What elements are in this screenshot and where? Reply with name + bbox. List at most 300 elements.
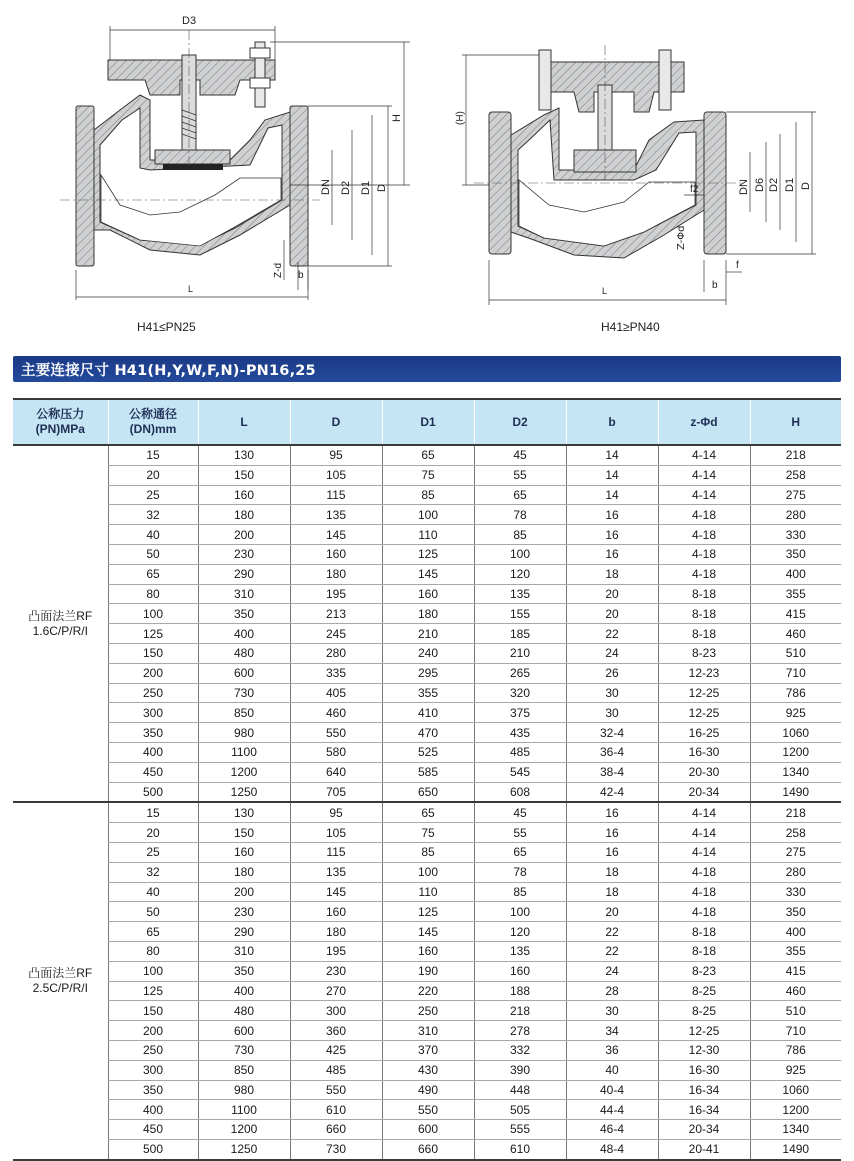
table-cell: 15 bbox=[108, 802, 198, 822]
table-cell: 120 bbox=[474, 922, 566, 942]
table-row bbox=[13, 802, 841, 822]
table-cell: 75 bbox=[382, 823, 474, 843]
table-cell: 1490 bbox=[750, 782, 841, 802]
technical-drawings bbox=[0, 0, 854, 345]
table-cell: 42-4 bbox=[566, 782, 658, 802]
table-cell: 1200 bbox=[750, 742, 841, 762]
table-cell: 16 bbox=[566, 823, 658, 843]
table-cell: 48-4 bbox=[566, 1139, 658, 1159]
table-cell: 550 bbox=[290, 723, 382, 743]
table-cell: 330 bbox=[750, 882, 841, 902]
table-cell: 608 bbox=[474, 782, 566, 802]
label-d1: D1 bbox=[360, 180, 372, 195]
table-cell: 16-30 bbox=[658, 742, 750, 762]
table-cell: 470 bbox=[382, 723, 474, 743]
table-cell: 78 bbox=[474, 862, 566, 882]
table-cell: 18 bbox=[566, 882, 658, 902]
table-cell: 250 bbox=[382, 1001, 474, 1021]
table-cell: 16 bbox=[566, 505, 658, 525]
table-cell: 26 bbox=[566, 663, 658, 683]
table-row bbox=[13, 1060, 841, 1080]
table-row bbox=[13, 842, 841, 862]
table-cell: 155 bbox=[474, 604, 566, 624]
label-h-paren: (H) bbox=[455, 111, 466, 125]
table-cell: 330 bbox=[750, 525, 841, 545]
table-cell: 80 bbox=[108, 584, 198, 604]
header-b: b bbox=[566, 399, 658, 445]
table-row bbox=[13, 604, 841, 624]
table-cell: 22 bbox=[566, 624, 658, 644]
table-cell: 85 bbox=[382, 485, 474, 505]
table-cell: 1200 bbox=[198, 1120, 290, 1140]
table-row bbox=[13, 1080, 841, 1100]
table-cell: 85 bbox=[474, 525, 566, 545]
table-cell: 405 bbox=[290, 683, 382, 703]
table-cell: 16-25 bbox=[658, 723, 750, 743]
table-cell: 1200 bbox=[750, 1100, 841, 1120]
label-l: L bbox=[188, 284, 194, 294]
table-cell: 300 bbox=[290, 1001, 382, 1021]
table-cell: 30 bbox=[566, 703, 658, 723]
table-cell: 270 bbox=[290, 981, 382, 1001]
table-cell: 1200 bbox=[198, 762, 290, 782]
table-cell: 210 bbox=[474, 643, 566, 663]
table-cell: 390 bbox=[474, 1060, 566, 1080]
header-l: L bbox=[198, 399, 290, 445]
table-cell: 510 bbox=[750, 643, 841, 663]
table-row bbox=[13, 823, 841, 843]
label-b: b bbox=[298, 270, 304, 281]
table-cell: 8-23 bbox=[658, 643, 750, 663]
table-cell: 490 bbox=[382, 1080, 474, 1100]
table-cell: 705 bbox=[290, 782, 382, 802]
label-f: f bbox=[736, 260, 739, 271]
table-cell: 4-18 bbox=[658, 544, 750, 564]
table-row bbox=[13, 505, 841, 525]
table-cell: 190 bbox=[382, 961, 474, 981]
table-cell: 275 bbox=[750, 842, 841, 862]
table-cell: 500 bbox=[108, 782, 198, 802]
table-cell: 85 bbox=[382, 842, 474, 862]
header-d: D bbox=[290, 399, 382, 445]
table-cell: 65 bbox=[474, 485, 566, 505]
table-cell: 400 bbox=[750, 922, 841, 942]
label-d-right: D bbox=[800, 182, 812, 190]
table-cell: 195 bbox=[290, 584, 382, 604]
table-cell: 8-18 bbox=[658, 941, 750, 961]
table-cell: 355 bbox=[750, 584, 841, 604]
table-cell: 32 bbox=[108, 862, 198, 882]
table-cell: 265 bbox=[474, 663, 566, 683]
table-cell: 20-34 bbox=[658, 1120, 750, 1140]
table-cell: 730 bbox=[198, 683, 290, 703]
table-cell: 710 bbox=[750, 663, 841, 683]
table-cell: 4-18 bbox=[658, 525, 750, 545]
dimension-table bbox=[13, 398, 841, 1161]
table-cell: 460 bbox=[750, 624, 841, 644]
table-cell: 600 bbox=[198, 1021, 290, 1041]
table-header-row bbox=[13, 399, 841, 445]
table-cell: 480 bbox=[198, 643, 290, 663]
table-cell: 4-14 bbox=[658, 823, 750, 843]
pressure-group-label: 凸面法兰RF 1.6C/P/R/I bbox=[13, 445, 108, 802]
label-d6: D6 bbox=[754, 177, 766, 192]
table-cell: 230 bbox=[198, 902, 290, 922]
table-cell: 430 bbox=[382, 1060, 474, 1080]
table-cell: 550 bbox=[290, 1080, 382, 1100]
table-cell: 580 bbox=[290, 742, 382, 762]
table-cell: 1060 bbox=[750, 723, 841, 743]
table-cell: 65 bbox=[382, 802, 474, 822]
table-cell: 280 bbox=[290, 643, 382, 663]
table-cell: 350 bbox=[108, 1080, 198, 1100]
table-cell: 400 bbox=[750, 564, 841, 584]
table-cell: 8-23 bbox=[658, 961, 750, 981]
table-cell: 150 bbox=[108, 1001, 198, 1021]
table-cell: 16 bbox=[566, 544, 658, 564]
table-cell: 45 bbox=[474, 802, 566, 822]
label-h: H bbox=[391, 114, 403, 122]
table-row bbox=[13, 762, 841, 782]
table-cell: 40-4 bbox=[566, 1080, 658, 1100]
table-cell: 435 bbox=[474, 723, 566, 743]
table-cell: 218 bbox=[750, 445, 841, 465]
table-cell: 180 bbox=[198, 505, 290, 525]
table-cell: 8-18 bbox=[658, 922, 750, 942]
table-cell: 450 bbox=[108, 1120, 198, 1140]
table-body bbox=[13, 445, 841, 1160]
table-row bbox=[13, 1040, 841, 1060]
table-cell: 245 bbox=[290, 624, 382, 644]
table-row bbox=[13, 544, 841, 564]
table-cell: 460 bbox=[750, 981, 841, 1001]
table-cell: 4-14 bbox=[658, 842, 750, 862]
table-cell: 350 bbox=[198, 961, 290, 981]
table-cell: 135 bbox=[474, 941, 566, 961]
table-cell: 425 bbox=[290, 1040, 382, 1060]
table-cell: 135 bbox=[290, 862, 382, 882]
table-cell: 115 bbox=[290, 485, 382, 505]
table-row bbox=[13, 742, 841, 762]
table-row bbox=[13, 981, 841, 1001]
table-cell: 925 bbox=[750, 703, 841, 723]
pressure-group-label: 凸面法兰RF 2.5C/P/R/I bbox=[13, 802, 108, 1159]
table-cell: 25 bbox=[108, 485, 198, 505]
table-cell: 32 bbox=[108, 505, 198, 525]
table-cell: 45 bbox=[474, 445, 566, 465]
table-cell: 850 bbox=[198, 703, 290, 723]
table-cell: 22 bbox=[566, 941, 658, 961]
table-cell: 300 bbox=[108, 703, 198, 723]
table-cell: 786 bbox=[750, 683, 841, 703]
table-cell: 1060 bbox=[750, 1080, 841, 1100]
table-cell: 125 bbox=[382, 902, 474, 922]
table-cell: 115 bbox=[290, 842, 382, 862]
table-cell: 125 bbox=[108, 624, 198, 644]
table-cell: 160 bbox=[382, 941, 474, 961]
table-cell: 160 bbox=[290, 902, 382, 922]
valve-drawing-pn25 bbox=[0, 0, 430, 315]
table-cell: 8-18 bbox=[658, 604, 750, 624]
table-row bbox=[13, 922, 841, 942]
table-cell: 280 bbox=[750, 505, 841, 525]
table-cell: 150 bbox=[108, 643, 198, 663]
label-zfd: Z-Φd bbox=[676, 225, 687, 250]
table-cell: 400 bbox=[108, 1100, 198, 1120]
table-cell: 38-4 bbox=[566, 762, 658, 782]
table-cell: 415 bbox=[750, 604, 841, 624]
label-d2-right: D2 bbox=[768, 177, 780, 192]
table-cell: 160 bbox=[382, 584, 474, 604]
table-cell: 135 bbox=[474, 584, 566, 604]
table-row bbox=[13, 564, 841, 584]
table-cell: 14 bbox=[566, 445, 658, 465]
section-title-bar bbox=[13, 356, 841, 382]
header-d2: D2 bbox=[474, 399, 566, 445]
table-cell: 160 bbox=[198, 485, 290, 505]
table-cell: 160 bbox=[474, 961, 566, 981]
table-cell: 65 bbox=[108, 564, 198, 584]
table-cell: 448 bbox=[474, 1080, 566, 1100]
table-cell: 20-30 bbox=[658, 762, 750, 782]
table-cell: 65 bbox=[382, 445, 474, 465]
caption-pn40: H41≥PN40 bbox=[601, 320, 660, 334]
table-cell: 1100 bbox=[198, 742, 290, 762]
table-cell: 730 bbox=[198, 1040, 290, 1060]
table-cell: 85 bbox=[474, 882, 566, 902]
table-cell: 310 bbox=[198, 584, 290, 604]
table-row bbox=[13, 961, 841, 981]
table-cell: 350 bbox=[750, 902, 841, 922]
table-cell: 55 bbox=[474, 823, 566, 843]
table-row bbox=[13, 485, 841, 505]
table-row bbox=[13, 1120, 841, 1140]
table-cell: 400 bbox=[108, 742, 198, 762]
table-cell: 610 bbox=[290, 1100, 382, 1120]
table-cell: 370 bbox=[382, 1040, 474, 1060]
table-cell: 12-30 bbox=[658, 1040, 750, 1060]
table-cell: 20 bbox=[566, 584, 658, 604]
table-cell: 650 bbox=[382, 782, 474, 802]
table-cell: 14 bbox=[566, 485, 658, 505]
table-cell: 310 bbox=[198, 941, 290, 961]
table-cell: 350 bbox=[198, 604, 290, 624]
table-cell: 640 bbox=[290, 762, 382, 782]
table-cell: 95 bbox=[290, 445, 382, 465]
label-b-right: b bbox=[712, 280, 718, 291]
table-cell: 50 bbox=[108, 902, 198, 922]
table-cell: 130 bbox=[198, 445, 290, 465]
table-cell: 450 bbox=[108, 762, 198, 782]
table-cell: 355 bbox=[750, 941, 841, 961]
table-cell: 510 bbox=[750, 1001, 841, 1021]
table-cell: 25 bbox=[108, 842, 198, 862]
table-row bbox=[13, 683, 841, 703]
table-cell: 4-18 bbox=[658, 505, 750, 525]
table-cell: 258 bbox=[750, 823, 841, 843]
table-row bbox=[13, 862, 841, 882]
table-cell: 12-23 bbox=[658, 663, 750, 683]
table-cell: 585 bbox=[382, 762, 474, 782]
table-cell: 95 bbox=[290, 802, 382, 822]
table-cell: 75 bbox=[382, 465, 474, 485]
table-cell: 16 bbox=[566, 525, 658, 545]
table-cell: 40 bbox=[108, 882, 198, 902]
table-cell: 1250 bbox=[198, 1139, 290, 1159]
table-row bbox=[13, 1139, 841, 1159]
table-cell: 188 bbox=[474, 981, 566, 1001]
table-cell: 12-25 bbox=[658, 1021, 750, 1041]
table-cell: 65 bbox=[108, 922, 198, 942]
table-row bbox=[13, 703, 841, 723]
table-cell: 50 bbox=[108, 544, 198, 564]
table-cell: 213 bbox=[290, 604, 382, 624]
table-cell: 4-14 bbox=[658, 485, 750, 505]
table-cell: 105 bbox=[290, 823, 382, 843]
table-cell: 135 bbox=[290, 505, 382, 525]
table-cell: 100 bbox=[382, 505, 474, 525]
table-cell: 1340 bbox=[750, 1120, 841, 1140]
table-cell: 230 bbox=[198, 544, 290, 564]
table-cell: 18 bbox=[566, 564, 658, 584]
table-cell: 545 bbox=[474, 762, 566, 782]
table-cell: 480 bbox=[198, 1001, 290, 1021]
table-cell: 525 bbox=[382, 742, 474, 762]
table-cell: 110 bbox=[382, 525, 474, 545]
table-cell: 925 bbox=[750, 1060, 841, 1080]
table-cell: 55 bbox=[474, 465, 566, 485]
table-cell: 300 bbox=[108, 1060, 198, 1080]
table-cell: 980 bbox=[198, 723, 290, 743]
table-cell: 200 bbox=[108, 1021, 198, 1041]
table-cell: 1250 bbox=[198, 782, 290, 802]
header-h: H bbox=[750, 399, 841, 445]
table-cell: 320 bbox=[474, 683, 566, 703]
table-cell: 40 bbox=[566, 1060, 658, 1080]
table-cell: 100 bbox=[382, 862, 474, 882]
table-cell: 1340 bbox=[750, 762, 841, 782]
table-row bbox=[13, 941, 841, 961]
table-cell: 100 bbox=[474, 544, 566, 564]
table-cell: 100 bbox=[474, 902, 566, 922]
table-cell: 485 bbox=[290, 1060, 382, 1080]
header-z-d: z-Φd bbox=[658, 399, 750, 445]
table-cell: 125 bbox=[382, 544, 474, 564]
table-row bbox=[13, 782, 841, 802]
table-cell: 4-18 bbox=[658, 902, 750, 922]
table-row bbox=[13, 643, 841, 663]
table-cell: 180 bbox=[290, 922, 382, 942]
table-cell: 8-18 bbox=[658, 584, 750, 604]
label-d2: D2 bbox=[340, 180, 352, 195]
table-row bbox=[13, 723, 841, 743]
table-row bbox=[13, 663, 841, 683]
label-l-right: L bbox=[602, 286, 608, 296]
table-cell: 400 bbox=[198, 624, 290, 644]
table-cell: 218 bbox=[474, 1001, 566, 1021]
table-cell: 16-34 bbox=[658, 1100, 750, 1120]
table-cell: 20 bbox=[566, 604, 658, 624]
table-cell: 850 bbox=[198, 1060, 290, 1080]
table-cell: 105 bbox=[290, 465, 382, 485]
table-cell: 20 bbox=[108, 823, 198, 843]
table-cell: 16-34 bbox=[658, 1080, 750, 1100]
table-cell: 44-4 bbox=[566, 1100, 658, 1120]
table-cell: 4-18 bbox=[658, 882, 750, 902]
label-zd: Z-d bbox=[273, 263, 284, 278]
table-cell: 14 bbox=[566, 465, 658, 485]
table-cell: 600 bbox=[382, 1120, 474, 1140]
table-cell: 200 bbox=[198, 525, 290, 545]
table-cell: 22 bbox=[566, 922, 658, 942]
table-cell: 290 bbox=[198, 922, 290, 942]
table-row bbox=[13, 445, 841, 465]
table-cell: 210 bbox=[382, 624, 474, 644]
label-d: D bbox=[376, 184, 388, 192]
table-cell: 195 bbox=[290, 941, 382, 961]
table-cell: 250 bbox=[108, 1040, 198, 1060]
table-cell: 8-25 bbox=[658, 1001, 750, 1021]
table-cell: 4-14 bbox=[658, 465, 750, 485]
table-cell: 400 bbox=[198, 981, 290, 1001]
table-row bbox=[13, 882, 841, 902]
table-cell: 24 bbox=[566, 961, 658, 981]
table-cell: 46-4 bbox=[566, 1120, 658, 1140]
table-cell: 100 bbox=[108, 961, 198, 981]
table-cell: 65 bbox=[474, 842, 566, 862]
valve-drawing-pn40 bbox=[434, 0, 854, 315]
section-title: 主要连接尺寸 H41(H,Y,W,F,N)-PN16,25 bbox=[21, 362, 316, 379]
table-cell: 110 bbox=[382, 882, 474, 902]
table-cell: 100 bbox=[108, 604, 198, 624]
table-row bbox=[13, 902, 841, 922]
table-cell: 4-18 bbox=[658, 564, 750, 584]
table-cell: 30 bbox=[566, 683, 658, 703]
table-cell: 16 bbox=[566, 842, 658, 862]
table-row bbox=[13, 1021, 841, 1041]
header-dn: 公称通径 (DN)mm bbox=[108, 399, 198, 445]
table-cell: 375 bbox=[474, 703, 566, 723]
table-cell: 150 bbox=[198, 465, 290, 485]
table-cell: 120 bbox=[474, 564, 566, 584]
table-cell: 32-4 bbox=[566, 723, 658, 743]
table-cell: 295 bbox=[382, 663, 474, 683]
table-cell: 20-41 bbox=[658, 1139, 750, 1159]
label-dn-right: DN bbox=[738, 179, 750, 195]
table-cell: 36-4 bbox=[566, 742, 658, 762]
table-cell: 980 bbox=[198, 1080, 290, 1100]
table-cell: 4-14 bbox=[658, 802, 750, 822]
table-cell: 36 bbox=[566, 1040, 658, 1060]
table-cell: 18 bbox=[566, 862, 658, 882]
table-cell: 20 bbox=[566, 902, 658, 922]
table-cell: 12-25 bbox=[658, 683, 750, 703]
table-cell: 180 bbox=[382, 604, 474, 624]
table-row bbox=[13, 624, 841, 644]
table-cell: 280 bbox=[750, 862, 841, 882]
table-cell: 415 bbox=[750, 961, 841, 981]
header-d1: D1 bbox=[382, 399, 474, 445]
table-cell: 485 bbox=[474, 742, 566, 762]
table-cell: 258 bbox=[750, 465, 841, 485]
table-cell: 20-34 bbox=[658, 782, 750, 802]
table-cell: 230 bbox=[290, 961, 382, 981]
table-cell: 40 bbox=[108, 525, 198, 545]
table-cell: 34 bbox=[566, 1021, 658, 1041]
table-cell: 200 bbox=[108, 663, 198, 683]
table-cell: 130 bbox=[198, 802, 290, 822]
table-cell: 360 bbox=[290, 1021, 382, 1041]
